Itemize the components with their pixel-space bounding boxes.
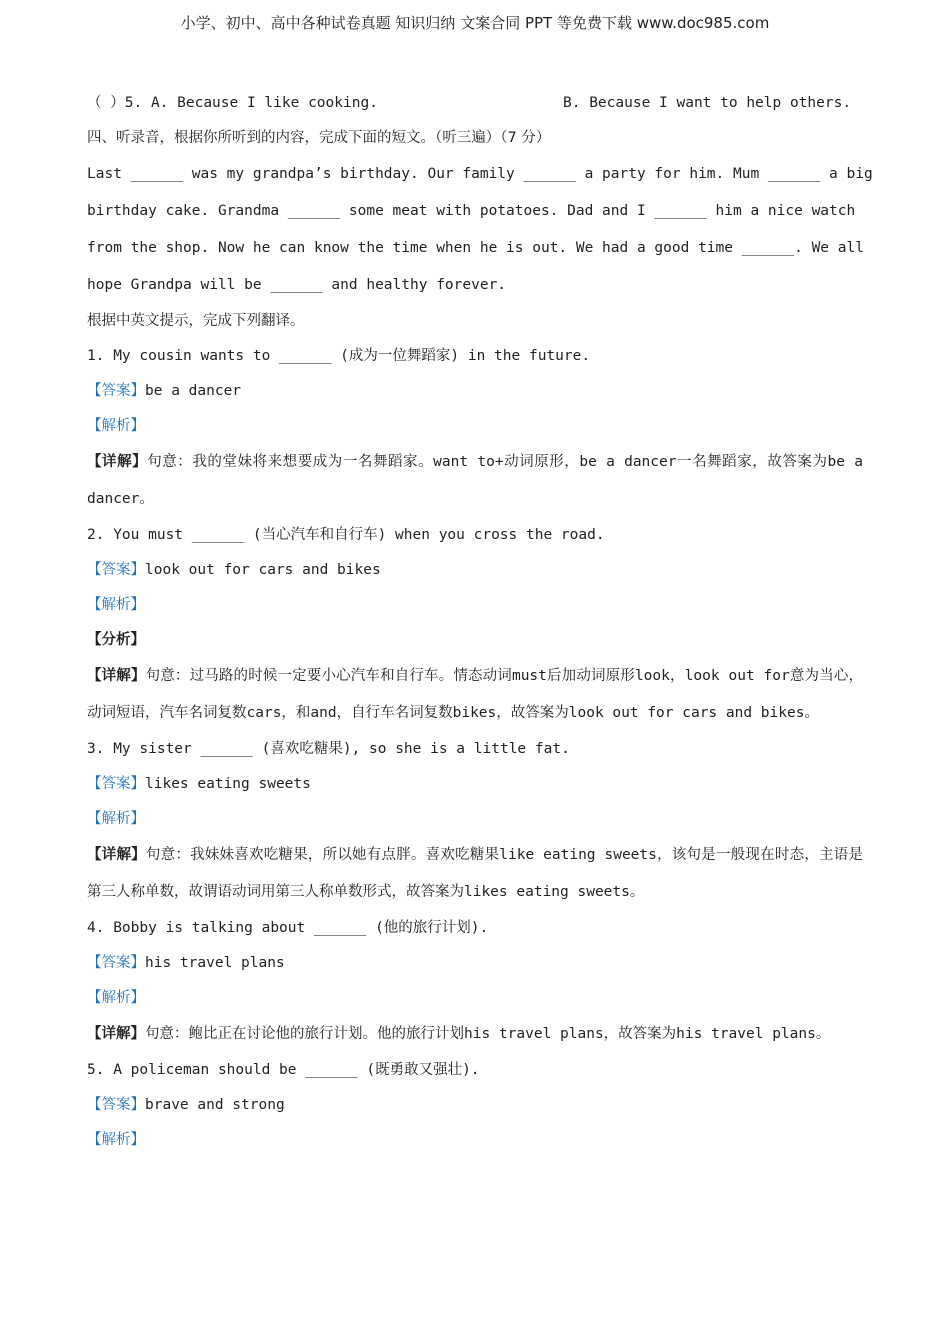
analysis-row xyxy=(87,409,863,444)
analysis-row xyxy=(87,802,863,837)
answer-label: 【答案】 xyxy=(87,776,145,792)
passage-line: Last ______ was my grandpa’s birthday. Our family ______ a party for him. Mum ______ a big xyxy=(87,166,873,182)
detail-paragraph xyxy=(87,837,863,911)
analysis-label: 【解析】 xyxy=(87,597,145,613)
listening-passage xyxy=(87,156,873,304)
analysis-row xyxy=(87,588,863,623)
section-5-title: 根据中英文提示，完成下列翻译。 xyxy=(87,313,305,329)
detail-text: 句意：过马路的时候一定要小心汽车和自行车。情态动词must后加动词原形look，look out for意为当心，动词短语，汽车名词复数cars，和and，自行车名词复数bikes，故答案为look out for cars and bikes。 xyxy=(87,668,864,721)
translation-question-4: 4. Bobby is talking about ______ (他的旅行计划). xyxy=(87,920,489,936)
analysis-row xyxy=(87,981,863,1016)
detail-label: 【详解】 xyxy=(87,454,148,470)
analysis-row xyxy=(87,1123,863,1158)
answer-text: look out for cars and bikes xyxy=(145,562,381,578)
answer-text: likes eating sweets xyxy=(145,776,311,792)
answer-label: 【答案】 xyxy=(87,955,145,971)
answer-row xyxy=(87,553,863,588)
answer-label: 【答案】 xyxy=(87,1097,145,1113)
question-5-options xyxy=(87,86,863,121)
analysis-label: 【解析】 xyxy=(87,990,145,1006)
analysis-label: 【解析】 xyxy=(87,811,145,827)
detail-paragraph xyxy=(87,1016,863,1053)
fenxi-label: 【分析】 xyxy=(87,632,145,648)
passage-line: from the shop. Now he can know the time when he is out. We had a good time ______. We all xyxy=(87,240,864,256)
option-b: B. Because I want to help others. xyxy=(563,95,852,111)
section-4-title: 四、听录音，根据你所听到的内容，完成下面的短文。（听三遍）（7 分） xyxy=(87,130,551,146)
answer-text: be a dancer xyxy=(145,383,242,399)
analysis-label: 【解析】 xyxy=(87,1132,145,1148)
detail-paragraph xyxy=(87,444,863,518)
translation-question-1: 1. My cousin wants to ______ (成为一位舞蹈家) in the future. xyxy=(87,348,591,364)
answer-label: 【答案】 xyxy=(87,383,145,399)
answer-row xyxy=(87,946,863,981)
answer-text: his travel plans xyxy=(145,955,285,971)
translation-question-3: 3. My sister ______ (喜欢吃糖果), so she is a little fat. xyxy=(87,741,570,757)
detail-label: 【详解】 xyxy=(87,668,146,684)
option-a: A. Because I like cooking. xyxy=(150,95,378,111)
answer-text: brave and strong xyxy=(145,1097,285,1113)
answer-label: 【答案】 xyxy=(87,562,145,578)
passage-line: birthday cake. Grandma ______ some meat with potatoes. Dad and I ______ him a nice watch xyxy=(87,203,856,219)
answer-row xyxy=(87,374,863,409)
fenxi-row xyxy=(87,623,863,658)
page-header: 小学、初中、高中各种试卷真题 知识归纳 文案合同 PPT 等免费下载 www.doc985.com xyxy=(180,14,770,32)
detail-label: 【详解】 xyxy=(87,847,146,863)
detail-text: 句意：我的堂妹将来想要成为一名舞蹈家。want to+动词原形，be a dancer一名舞蹈家，故答案为be a dancer。 xyxy=(87,454,864,507)
answer-row xyxy=(87,767,863,802)
detail-label: 【详解】 xyxy=(87,1026,145,1042)
detail-paragraph xyxy=(87,658,863,732)
passage-line: hope Grandpa will be ______ and healthy forever. xyxy=(87,277,507,293)
document-body xyxy=(87,86,873,1158)
translation-question-5: 5. A policeman should be ______ (既勇敢又强壮). xyxy=(87,1062,480,1078)
detail-text: 句意：鲍比正在讨论他的旅行计划。他的旅行计划his travel plans，故答案为his travel plans。 xyxy=(145,1026,831,1042)
translation-question-2: 2. You must ______ (当心汽车和自行车) when you cross the road. xyxy=(87,527,605,543)
detail-text: 句意：我妹妹喜欢吃糖果，所以她有点胖。喜欢吃糖果like eating sweets，该句是一般现在时态，主语是第三人称单数，故谓语动词用第三人称单数形式，故答案为likes eating sweets。 xyxy=(87,847,864,900)
analysis-label: 【解析】 xyxy=(87,418,145,434)
question-number: （ ）5. xyxy=(87,95,143,111)
answer-row xyxy=(87,1088,863,1123)
